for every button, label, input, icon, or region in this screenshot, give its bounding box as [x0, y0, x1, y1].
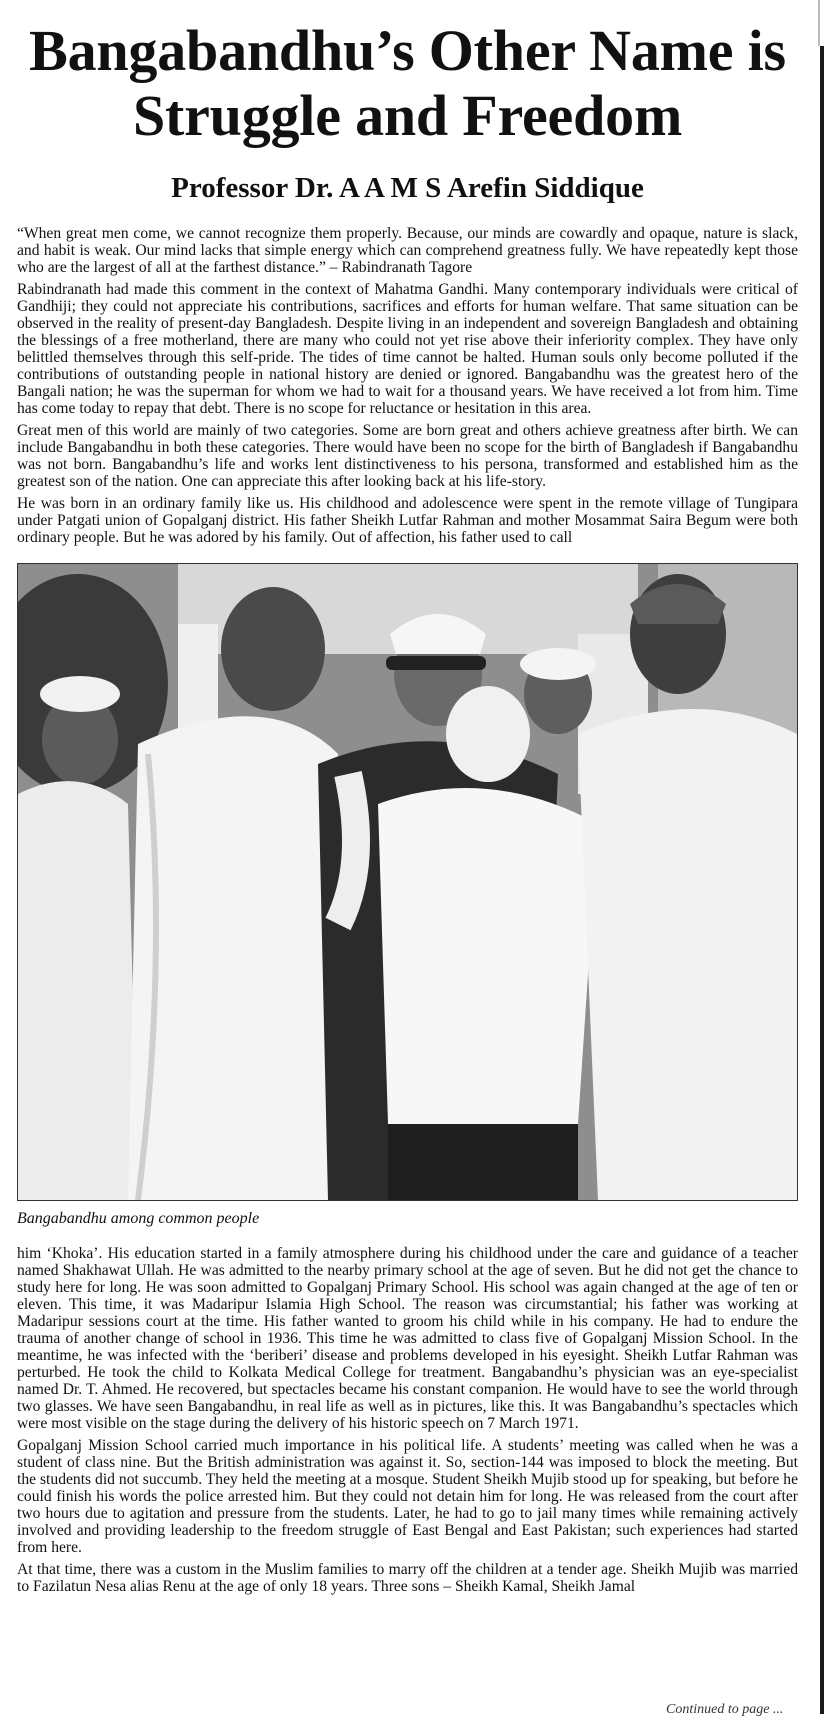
article-body-continued: [17, 1245, 798, 1595]
body-paragraph: him ‘Khoka’. His education started in a family atmosphere during his childhood under the care and guidance of a teacher named Shakhawat Ullah. He was admitted to the nearby primary school at the age of seven. But he did not get the chance to study here for long. He was soon admitted to Gopalganj Primary School. His school was again changed at the age of ten or eleven. This time, it was Madaripur Islamia High School. The reason was circumstantial; his father was working at Madaripur sessions court at the time. His father wanted to groom his child while in his company. He had to endure the trauma of another change of school in 1936. This time he was admitted to class five of Gopalganj Mission School. In the meantime, he was infected with the ‘beriberi’ disease and problems developed in his eyesight. Sheikh Lutfar Rahman was perturbed. He took the child to Kolkata Medical College for treatment. Bangabandhu’s physician was an eye-specialist named Dr. T. Ahmed. He recovered, but spectacles became his constant companion. He would have to see the world through two glasses. We have seen Bangabandhu, in real life as well as in pictures, like this. It was Bangabandhu’s spectacles which were most visible on the stage during the delivery of his historic speech on 7 March 1971.: [17, 1245, 798, 1432]
photo-caption: Bangabandhu among common people: [17, 1210, 260, 1227]
epigraph-paragraph: “When great men come, we cannot recognize them properly. Because, our minds are cowardly and opaque, nature is slack, and habit is weak. Our mind lacks that simple energy which can comprehend greatness fully. We have repeatedly kept those who are the largest of all at the farthest distance.” – Rabindranath Tagore: [17, 225, 798, 276]
body-paragraph: Rabindranath had made this comment in the context of Mahatma Gandhi. Many contemporary individuals were critical of Gandhiji; they could not appreciate his contributions, sacrifices and efforts for human welfare. That same situation can be observed in the reality of present-day Bangladesh. Despite living in an independent and sovereign Bangladesh and obtaining the blessings of a free motherland, there are many who could not yet rise above their inferiority complex. They have only belittled themselves through this self-pride. The tides of time cannot be halted. Human souls only become polluted if the contributions of outstanding people in national history are denied or ignored. Bangabandhu was the greatest hero of the Bangali nation; he was the superman for whom we had to wait for a thousand years. We have received a lot from him. Time has come today to repay that debt. There is no scope for reluctance or hesitation in this area.: [17, 281, 798, 417]
author-byline: Professor Dr. A A M S Arefin Siddique: [171, 172, 644, 204]
article-title: [17, 18, 798, 148]
body-paragraph: Great men of this world are mainly of two categories. Some are born great and others achieve greatness after birth. We can include Bangabandhu in both these categories. There would have been no scope for the birth of Bangladesh if Bangabandhu was not born. Bangabandhu’s life and works lent distinctiveness to his persona, transformed and established him as the greatest son of the nation. One can appreciate this after looking back at his life-story.: [17, 422, 798, 490]
column-rule: [820, 46, 824, 1714]
continued-note: Continued to page ...: [666, 1702, 784, 1717]
article-body: [17, 225, 798, 546]
body-paragraph: Gopalganj Mission School carried much importance in his political life. A students’ meeting was called when he was a student of class nine. But the British administration was against it. So, section-144 was imposed to block the meeting. But the students did not succumb. They held the meeting at a mosque. Student Sheikh Mujib stood up for speaking, but before he could finish his words the police arrested him. But they could not detain him for long. He was released from the court after two hours due to agitation and pressure from the students. Later, he had to go to jail many times while remaining actively involved and providing leadership to the freedom struggle of East Bengal and East Pakistan; such experiences had started from here.: [17, 1437, 798, 1556]
body-paragraph: He was born in an ordinary family like us. His childhood and adolescence were spent in the remote village of Tungipara under Patgati union of Gopalganj district. His father Sheikh Lutfar Rahman and mother Mosammat Saira Begum were both ordinary people. But he was adored by his family. Out of affection, his father used to call: [17, 495, 798, 546]
title-line-2: Struggle and Freedom: [132, 83, 683, 148]
article: [17, 18, 798, 1600]
article-photo: [17, 563, 798, 1201]
title-line-1: Bangabandhu’s Other Name is: [29, 18, 786, 83]
column-rule-top: [818, 0, 820, 46]
photo-illustration: [18, 564, 797, 1200]
body-paragraph: At that time, there was a custom in the Muslim families to marry off the children at a tender age. Sheikh Mujib was married to Fazilatun Nesa alias Renu at the age of only 18 years. Three sons – Sheikh Kamal, Sheikh Jamal: [17, 1561, 798, 1595]
